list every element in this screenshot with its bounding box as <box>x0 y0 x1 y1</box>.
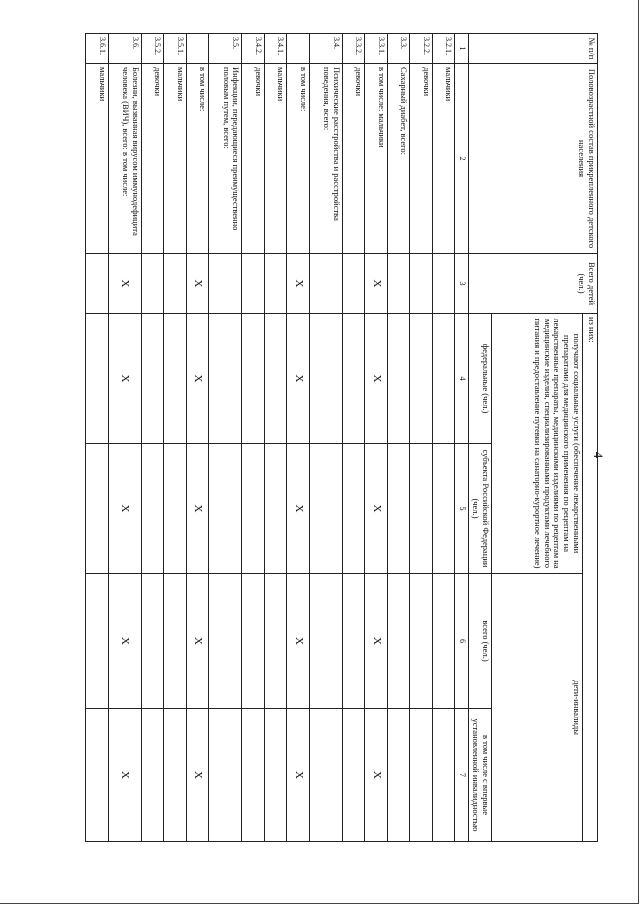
row-label: мальчики <box>432 64 455 254</box>
cell-federal <box>342 314 365 444</box>
row-number: 3.2.2. <box>410 34 433 64</box>
rotated-table-wrapper <box>58 33 598 841</box>
row-number: 3.5.1. <box>164 34 187 64</box>
cell-total <box>342 254 365 314</box>
cell-regional: X <box>186 444 209 574</box>
table-row <box>432 34 455 842</box>
cell-total <box>410 254 433 314</box>
header-regional: субъекта Российской Федерации (чел.) <box>469 444 492 574</box>
header-disabled-first-time: в том числе с впервые установленной инвалидностью <box>469 709 492 842</box>
row-number: 3.3.2. <box>342 34 365 64</box>
cell-total <box>309 254 342 314</box>
cell-disabled-first <box>387 709 410 842</box>
column-number: 3 <box>455 254 469 314</box>
cell-disabled-total <box>342 574 365 709</box>
cell-federal <box>387 314 410 444</box>
row-number: 3.3. <box>387 34 410 64</box>
cell-disabled-first <box>141 709 164 842</box>
table-row <box>365 34 388 842</box>
cell-regional <box>141 444 164 574</box>
cell-disabled-total: X <box>108 574 141 709</box>
row-label: Психические расстройства и расстройства поведения, всего: <box>309 64 342 254</box>
row-number <box>186 34 209 64</box>
cell-disabled-first <box>86 709 109 842</box>
row-label: Инфекции, передающиеся преимущественно половым путем, всего: <box>209 64 242 254</box>
row-label: в том числе: <box>287 64 310 254</box>
table-row <box>309 34 342 842</box>
table-row <box>141 34 164 842</box>
column-number: 5 <box>455 444 469 574</box>
cell-regional: X <box>365 444 388 574</box>
cell-regional: X <box>108 444 141 574</box>
cell-disabled-total: X <box>365 574 388 709</box>
row-number: 3.4. <box>309 34 342 64</box>
cell-total <box>86 254 109 314</box>
row-label: в том числе: <box>186 64 209 254</box>
cell-total: X <box>186 254 209 314</box>
cell-disabled-total <box>432 574 455 709</box>
table-row <box>387 34 410 842</box>
cell-regional <box>410 444 433 574</box>
column-number: 2 <box>455 64 469 254</box>
cell-disabled-total <box>410 574 433 709</box>
cell-regional <box>342 444 365 574</box>
row-number <box>287 34 310 64</box>
row-label: мальчики <box>164 64 187 254</box>
cell-disabled-total: X <box>287 574 310 709</box>
row-label: девочки <box>141 64 164 254</box>
cell-total: X <box>365 254 388 314</box>
cell-disabled-total <box>242 574 265 709</box>
cell-disabled-total <box>387 574 410 709</box>
header-federal: федеральные (чел.) <box>469 314 492 444</box>
cell-regional <box>264 444 287 574</box>
row-label: Сахарный диабет, всего: <box>387 64 410 254</box>
cell-disabled-first: X <box>287 709 310 842</box>
row-number: 3.4.1. <box>264 34 287 64</box>
row-label: девочки <box>410 64 433 254</box>
cell-disabled-total <box>264 574 287 709</box>
cell-disabled-first <box>432 709 455 842</box>
cell-disabled-first <box>309 709 342 842</box>
table-row <box>86 34 109 842</box>
table-row <box>186 34 209 842</box>
row-number: 3.5.2. <box>141 34 164 64</box>
page-number: 4 <box>591 451 606 459</box>
cell-disabled-total <box>164 574 187 709</box>
row-number: 3.2.1. <box>432 34 455 64</box>
row-label: в том числе: мальчики <box>365 64 388 254</box>
cell-federal: X <box>287 314 310 444</box>
cell-regional <box>432 444 455 574</box>
row-number: 3.4.2. <box>242 34 265 64</box>
header-of-them: из них: <box>583 314 598 842</box>
cell-federal <box>309 314 342 444</box>
column-number: 6 <box>455 574 469 709</box>
table-row <box>164 34 187 842</box>
cell-disabled-total: X <box>186 574 209 709</box>
cell-disabled-first <box>342 709 365 842</box>
cell-disabled-total <box>86 574 109 709</box>
cell-total <box>141 254 164 314</box>
cell-federal <box>86 314 109 444</box>
cell-total <box>387 254 410 314</box>
cell-regional <box>209 444 242 574</box>
cell-federal <box>141 314 164 444</box>
cell-disabled-first <box>164 709 187 842</box>
table-row <box>242 34 265 842</box>
cell-disabled-first <box>242 709 265 842</box>
row-number: 3.6.1. <box>86 34 109 64</box>
row-label: девочки <box>242 64 265 254</box>
cell-disabled-first <box>209 709 242 842</box>
cell-federal <box>264 314 287 444</box>
header-disabled-children: дети-инвалиды <box>492 574 583 842</box>
cell-disabled-first: X <box>108 709 141 842</box>
cell-total <box>164 254 187 314</box>
row-number: 3.6. <box>108 34 141 64</box>
table-row <box>410 34 433 842</box>
row-label: Болезни, вызванная вирусом иммунодефицита человека (ВИЧ), всего: в том числе: <box>108 64 141 254</box>
cell-total: X <box>108 254 141 314</box>
header-total: Всего детей (чел.) <box>469 254 598 314</box>
cell-disabled-total <box>209 574 242 709</box>
cell-federal: X <box>365 314 388 444</box>
row-number: 3.3.1. <box>365 34 388 64</box>
cell-regional <box>309 444 342 574</box>
cell-regional <box>387 444 410 574</box>
cell-total: X <box>287 254 310 314</box>
header-num: № п/п <box>469 34 598 64</box>
column-number: 1 <box>455 34 469 64</box>
table-row <box>264 34 287 842</box>
cell-federal <box>209 314 242 444</box>
cell-disabled-total <box>141 574 164 709</box>
cell-total <box>432 254 455 314</box>
cell-disabled-first <box>264 709 287 842</box>
row-label: мальчики <box>86 64 109 254</box>
cell-total <box>264 254 287 314</box>
cell-federal <box>164 314 187 444</box>
column-number: 7 <box>455 709 469 842</box>
cell-federal: X <box>108 314 141 444</box>
header-social-services: получают социальные услуги (обеспечение лекарственными препаратами для медицинского применения по рецептам на лекарственные препараты, медицинскими изделиями по рецептам на медицинские изделия, специализированными продуктами лечебного питания и предоставление путевки на санаторно-курортное лечение) <box>492 314 583 574</box>
table-row <box>108 34 141 842</box>
cell-disabled-total <box>309 574 342 709</box>
cell-regional: X <box>287 444 310 574</box>
header-group: Половозрастной состав прикрепленного детского населения <box>469 64 598 254</box>
header-disabled-total: всего (чел.) <box>469 574 492 709</box>
table-row <box>287 34 310 842</box>
row-label: девочки <box>342 64 365 254</box>
cell-disabled-first <box>410 709 433 842</box>
cell-federal: X <box>186 314 209 444</box>
table-row <box>342 34 365 842</box>
cell-disabled-first: X <box>186 709 209 842</box>
table-row <box>209 34 242 842</box>
cell-federal <box>432 314 455 444</box>
cell-regional <box>242 444 265 574</box>
cell-regional <box>86 444 109 574</box>
cell-total <box>209 254 242 314</box>
cell-disabled-first: X <box>365 709 388 842</box>
row-label: мальчики <box>264 64 287 254</box>
cell-total <box>242 254 265 314</box>
cell-federal <box>242 314 265 444</box>
column-number: 4 <box>455 314 469 444</box>
statistics-table <box>85 33 598 842</box>
cell-regional <box>164 444 187 574</box>
row-number: 3.5. <box>209 34 242 64</box>
cell-federal <box>410 314 433 444</box>
